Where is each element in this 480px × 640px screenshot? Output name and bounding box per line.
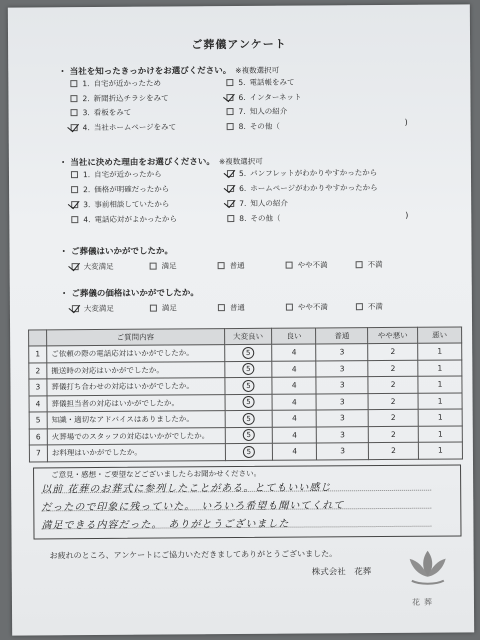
option-number: 1.: [82, 170, 91, 180]
option-number: 7.: [239, 198, 247, 209]
rating-cell[interactable]: [418, 409, 462, 426]
circled-rating: 5: [243, 429, 255, 441]
checkbox-icon[interactable]: [150, 305, 157, 312]
rating-cell[interactable]: [317, 426, 369, 443]
rating-cell[interactable]: [273, 410, 317, 427]
checkbox-icon[interactable]: [70, 95, 77, 102]
row-question: 火葬場でのスタッフの対応はいかがでしたか。: [47, 427, 225, 445]
rating-choice[interactable]: [218, 260, 245, 271]
option-label: 価格が明確だったから: [94, 184, 170, 195]
table-row: [29, 442, 462, 462]
rating-choice[interactable]: [356, 301, 383, 312]
checked-box-icon[interactable]: [227, 185, 234, 192]
rating-cell[interactable]: [418, 376, 462, 393]
rating-value: 1: [437, 429, 443, 439]
rating-cell[interactable]: [225, 394, 273, 411]
rating-value: 3: [339, 397, 345, 407]
checkbox-icon[interactable]: [71, 171, 78, 178]
rating-value: 2: [390, 413, 396, 423]
option-number: 5.: [238, 77, 246, 88]
option-label: 自宅が近かったから: [94, 169, 162, 180]
option-number: 4.: [83, 215, 91, 225]
rating-value: 1: [437, 379, 443, 389]
question-reason-note: ※複数選択可: [218, 156, 263, 167]
option-label: 事前相談していたから: [94, 199, 170, 210]
checked-box-icon[interactable]: [227, 200, 234, 207]
row-number: 4: [29, 395, 47, 412]
rating-value: 2: [390, 380, 396, 390]
rating-choice-label: やや不満: [297, 302, 328, 312]
rating-choice-label: やや不満: [297, 260, 328, 270]
checked-box-icon[interactable]: [227, 170, 234, 177]
header-num: [29, 330, 47, 346]
rating-value: 4: [292, 446, 298, 456]
option-label: その他（: [250, 213, 281, 223]
rating-value: 3: [340, 430, 345, 440]
checkbox-option[interactable]: [227, 198, 288, 209]
checkbox-icon[interactable]: [71, 186, 78, 193]
rating-cell[interactable]: [316, 410, 368, 427]
rating-cell[interactable]: [368, 409, 418, 426]
rating-cell[interactable]: [316, 377, 368, 394]
rating-cell[interactable]: [272, 344, 316, 361]
option-number: 4.: [82, 122, 90, 132]
lotus-logo-icon: [404, 545, 452, 595]
rating-value: 3: [339, 347, 345, 357]
option-label: 自宅が近かったため: [93, 78, 162, 89]
circled-rating: 5: [242, 380, 254, 392]
survey-title: ご葬儀アンケート: [191, 37, 287, 52]
rating-choice-label: 大変満足: [83, 303, 114, 314]
rating-cell[interactable]: [418, 442, 462, 459]
rating-cell[interactable]: [225, 427, 273, 444]
rating-choice-label: 満足: [161, 303, 177, 313]
checkbox-option[interactable]: [70, 92, 168, 104]
rating-choice[interactable]: [286, 259, 328, 270]
option-number: 3.: [82, 108, 90, 118]
checkbox-option[interactable]: [70, 78, 161, 90]
row-question: お料理はいかがでしたか。: [47, 444, 225, 462]
circled-rating: 5: [242, 396, 254, 408]
rating-cell[interactable]: [273, 426, 317, 443]
header-average: 普通: [316, 328, 368, 344]
option-number: 6.: [239, 183, 247, 194]
company-name: 株式会社 花葬: [311, 567, 372, 578]
rating-cell[interactable]: [273, 443, 317, 460]
question-reason: ・ 当社に決めた理由をお選びください。 ※複数選択可: [58, 156, 263, 169]
checkbox-option[interactable]: [227, 213, 280, 224]
checked-box-icon[interactable]: [226, 94, 233, 101]
rating-value: 3: [340, 446, 346, 456]
rating-value: 1: [437, 363, 443, 373]
option-number: 5.: [238, 168, 247, 179]
checkbox-option[interactable]: [71, 169, 162, 181]
checkbox-icon[interactable]: [226, 79, 233, 86]
comment-label: ご意見・感想・ご要望などございましたらお聞かせください。: [51, 468, 262, 480]
checkbox-option[interactable]: [227, 167, 377, 179]
option-label: インターネット: [249, 92, 302, 102]
rating-value: 3: [339, 364, 345, 374]
checkbox-icon[interactable]: [286, 304, 293, 311]
checkbox-option[interactable]: [226, 77, 294, 88]
checkbox-icon[interactable]: [227, 215, 234, 222]
rating-cell[interactable]: [317, 443, 369, 460]
question-price-label: ご葬儀の価格はいかがでしたか。: [71, 288, 199, 300]
rating-cell[interactable]: [224, 344, 272, 361]
option-label: 新聞折込チラシをみて: [93, 93, 169, 103]
checkbox-icon[interactable]: [71, 109, 78, 116]
rating-value: 3: [339, 380, 345, 390]
checkbox-icon[interactable]: [71, 216, 78, 223]
option-number: 2.: [82, 93, 90, 103]
row-question: 知識・適切なアドバイスはありましたか。: [47, 411, 225, 429]
rating-choice[interactable]: [218, 302, 245, 313]
rating-value: 4: [291, 364, 297, 374]
rating-value: 2: [390, 347, 396, 357]
option-number: 7.: [238, 106, 246, 117]
rating-value: 4: [292, 413, 297, 423]
option-label: 当社ホームページをみて: [93, 121, 177, 132]
checkbox-option[interactable]: [71, 107, 132, 118]
rating-cell[interactable]: [368, 376, 418, 393]
rating-cell[interactable]: [272, 360, 316, 377]
rating-value: 2: [390, 363, 396, 373]
question-funeral-label: ご葬儀はいかがでしたか。: [71, 246, 174, 258]
rating-cell[interactable]: [368, 360, 418, 377]
option-number: 8.: [239, 213, 247, 224]
rating-value: 4: [291, 347, 297, 357]
rating-value: 2: [390, 396, 396, 406]
option-label: 電話応対がよかったから: [94, 214, 177, 225]
rating-choice-label: 満足: [161, 261, 177, 271]
option-number: 6.: [238, 92, 246, 102]
rating-cell[interactable]: [225, 410, 273, 427]
row-number: 2: [29, 362, 47, 379]
rating-choice-label: 大変満足: [83, 261, 114, 272]
question-source: ・ 当社を知ったきっかけをお選びください。 ※複数選択可: [58, 65, 280, 78]
circled-rating: 5: [243, 446, 255, 458]
option-number: 8.: [238, 121, 246, 131]
rating-choice[interactable]: [72, 303, 114, 314]
rating-choice[interactable]: [286, 301, 328, 312]
checkbox-option[interactable]: [226, 91, 301, 103]
rating-choice-label: 普通: [229, 260, 245, 271]
rating-cell[interactable]: [418, 343, 462, 360]
rating-choice[interactable]: [356, 259, 383, 270]
q1-other-close: ): [404, 117, 408, 127]
rating-value: 4: [291, 380, 297, 390]
checkbox-option[interactable]: [227, 182, 378, 194]
row-number: 5: [29, 412, 47, 429]
row-number: 6: [29, 428, 47, 445]
rating-value: 1: [437, 412, 443, 422]
row-number: 3: [29, 379, 47, 396]
question-source-note: ※複数選択可: [235, 65, 280, 76]
checkbox-option[interactable]: [71, 121, 177, 133]
circled-rating: 5: [242, 363, 254, 375]
comment-ruled-lines: [8, 4, 470, 7]
rating-cell[interactable]: [418, 425, 462, 442]
option-label: 知人の紹介: [249, 106, 288, 116]
checkbox-icon[interactable]: [218, 262, 225, 269]
checked-box-icon[interactable]: [72, 305, 79, 312]
checked-box-icon[interactable]: [72, 263, 79, 270]
handwritten-comment-line: 以前 花葬のお葬式に参列したことがある。とてもいい感じ: [41, 482, 332, 496]
checkbox-icon[interactable]: [286, 262, 293, 269]
row-question: ご依頼の際の電話応対はいかがでしたか。: [47, 345, 225, 363]
rating-choice-label: 普通: [229, 302, 245, 313]
circled-rating: 5: [243, 413, 255, 425]
option-number: 2.: [83, 185, 91, 195]
rating-cell[interactable]: [272, 393, 316, 410]
option-label: その他（: [249, 121, 280, 131]
question-price: ・ ご葬儀の価格はいかがでしたか。: [59, 288, 199, 300]
thank-you-note: お疲れのところ、アンケートにご協力いただきましてありがとうございました。: [49, 549, 338, 561]
checkbox-icon[interactable]: [227, 123, 234, 130]
row-number: 1: [29, 346, 47, 363]
checkbox-option[interactable]: [71, 183, 169, 195]
rating-table: [28, 326, 463, 462]
rating-cell[interactable]: [316, 344, 368, 361]
option-label: 電話帳をみて: [249, 77, 295, 87]
rating-choice[interactable]: [150, 260, 177, 271]
row-question: 葬儀打ち合わせの対応はいかがでしたか。: [47, 378, 225, 396]
option-label: パンフレットがわかりやすかったから: [250, 168, 378, 178]
rating-cell[interactable]: [418, 359, 462, 376]
checkbox-option[interactable]: [71, 213, 177, 225]
rating-cell[interactable]: [418, 392, 462, 409]
circled-rating: 5: [242, 347, 254, 359]
rating-cell[interactable]: [224, 377, 272, 394]
checkbox-icon[interactable]: [70, 80, 77, 87]
header-question: ご質問内容: [47, 329, 225, 346]
checkbox-icon[interactable]: [356, 261, 363, 268]
question-source-label: 当社を知ったきっかけをお選びください。: [69, 66, 232, 78]
checkbox-icon[interactable]: [227, 108, 234, 115]
header-good: 良い: [272, 328, 316, 344]
checkbox-option[interactable]: [227, 120, 280, 131]
row-number: 7: [29, 445, 47, 462]
checked-box-icon[interactable]: [71, 201, 78, 208]
rating-value: 1: [437, 346, 443, 356]
rating-value: 2: [390, 429, 396, 439]
rating-choice-label: 不満: [367, 302, 383, 312]
rating-choice[interactable]: [72, 261, 114, 272]
checkbox-icon[interactable]: [150, 263, 157, 270]
rating-value: 1: [438, 445, 443, 455]
rating-cell[interactable]: [368, 343, 418, 360]
rating-cell[interactable]: [368, 426, 418, 443]
checkbox-option[interactable]: [227, 106, 288, 117]
option-number: 3.: [83, 200, 91, 210]
rating-cell[interactable]: [316, 393, 368, 410]
row-question: 搬送時の対応はいかがでしたか。: [47, 361, 225, 379]
option-label: 知人の紹介: [250, 198, 288, 208]
q2-other-close: ): [405, 210, 409, 220]
rating-value: 3: [339, 413, 345, 423]
rating-cell[interactable]: [368, 393, 418, 410]
rating-value: 2: [391, 446, 396, 456]
handwritten-comment-line: だったので印象に残っていた。 いろいろ希望も聞いてくれて: [41, 500, 345, 514]
logo-text: 花葬: [411, 597, 437, 607]
question-funeral: ・ ご葬儀はいかがでしたか。: [59, 246, 174, 258]
rating-cell[interactable]: [272, 377, 316, 394]
rating-cell[interactable]: [225, 443, 273, 460]
header-bad: 悪い: [418, 327, 462, 343]
rating-choice[interactable]: [150, 302, 177, 313]
rating-value: 4: [292, 430, 298, 440]
survey-sheet: [8, 4, 474, 635]
header-very-good: 大変良い: [224, 328, 272, 344]
header-somewhat-bad: やや悪い: [368, 327, 418, 343]
checkbox-icon[interactable]: [218, 304, 225, 311]
option-number: 1.: [82, 79, 90, 89]
rating-cell[interactable]: [369, 442, 419, 459]
rating-choice-label: 不満: [367, 260, 383, 270]
checkbox-option[interactable]: [71, 198, 169, 210]
rating-cell[interactable]: [316, 360, 368, 377]
checkbox-icon[interactable]: [356, 303, 363, 310]
option-label: 看板をみて: [93, 107, 132, 118]
question-reason-label: 当社に決めた理由をお選びください。: [70, 157, 215, 169]
rating-value: 1: [437, 396, 443, 406]
option-label: ホームページがわかりやすかったから: [250, 183, 378, 193]
row-question: 葬儀担当者の対応はいかがでしたか。: [47, 394, 225, 412]
handwritten-comment-line: 満足できる内容だった。 ありがとうございました: [41, 518, 290, 532]
rating-value: 4: [291, 397, 297, 407]
rating-cell[interactable]: [224, 361, 272, 378]
checked-box-icon[interactable]: [71, 124, 78, 131]
